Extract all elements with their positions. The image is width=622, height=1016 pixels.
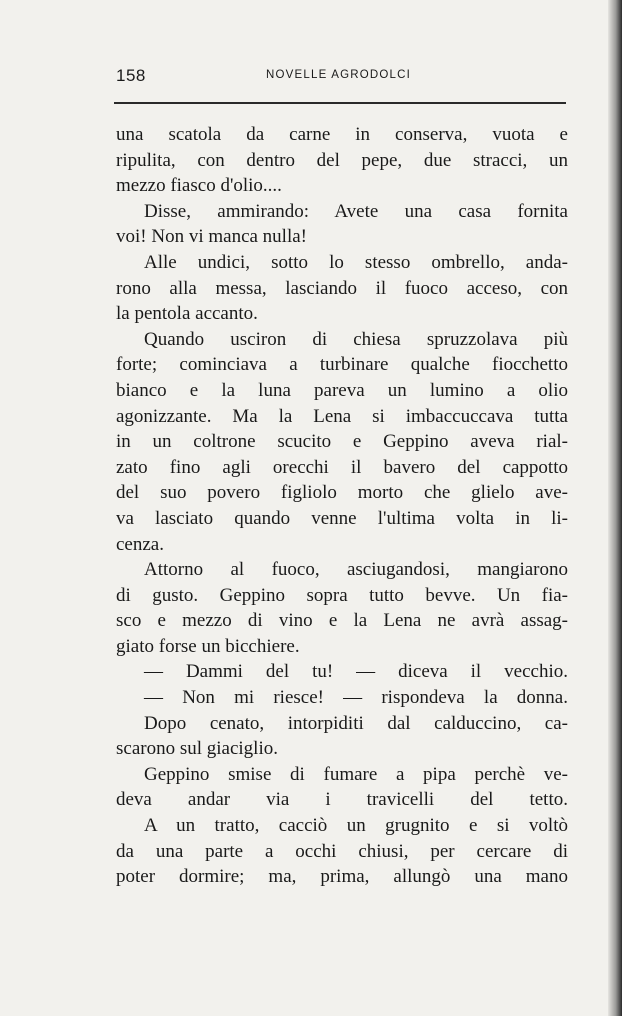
text-line: una scatola da carne in conserva, vuota e [116,124,568,145]
page-number: 158 [116,66,146,85]
text-line: giato forse un bicchiere. [116,635,300,657]
text-line: rono alla messa, lasciando il fuoco acceso, con [116,277,568,299]
text-line: voi! Non vi manca nulla! [116,226,308,248]
text-line: in un coltrone scucito e Geppino aveva rial- [116,431,568,453]
text-line: Quando usciron di chiesa spruzzolava più [144,328,568,350]
text-line: va lasciato quando venne l'ultima volta in li- [116,507,568,529]
text-line: Geppino smise di fumare a pipa perchè ve- [144,763,568,785]
text-line: Dopo cenato, intorpiditi dal calduccino, ca- [144,712,568,734]
page-edge-shadow [608,0,622,1016]
text-line: zato fino agli orecchi il bavero del cappotto [116,456,568,478]
text-line: cenza. [116,533,164,555]
body-text [116,122,568,890]
text-line: A un tratto, cacciò un grugnito e si voltò [144,815,568,837]
text-line: sco e mezzo di vino e la Lena ne avrà assag- [116,610,568,632]
text-line: ripulita, con dentro del pepe, due stracci, un [116,149,568,171]
page-header [110,66,572,96]
text-line: mezzo fiasco d'olio.... [116,175,282,197]
text-line: deva andar via i travicelli del tetto. [116,789,568,811]
text-line: Attorno al fuoco, asciugandosi, mangiarono [144,559,568,581]
text-line: Disse, ammirando: Avete una casa fornita [144,200,568,222]
text-line: Alle undici, sotto lo stesso ombrello, anda- [144,251,568,273]
text-line: poter dormire; ma, prima, allungò una mano [116,866,568,888]
header-rule [114,102,566,104]
text-line: di gusto. Geppino sopra tutto bevve. Un fia- [116,584,568,606]
text-line: scarono sul giaciglio. [116,738,278,760]
text-line: da una parte a occhi chiusi, per cercare di [116,840,568,862]
running-title: NOVELLE AGRODOLCI [266,69,412,81]
text-line: la pentola accanto. [116,303,258,325]
text-line: agonizzante. Ma la Lena si imbaccuccava tutta [116,405,568,427]
text-line: del suo povero figliolo morto che glielo ave- [116,482,568,504]
text-line: forte; cominciava a turbinare qualche fiocchetto [116,354,568,376]
text-line: — Dammi del tu! — diceva il vecchio. [144,661,568,683]
text-line: bianco e la luna pareva un lumino a olio [116,379,568,401]
text-line: — Non mi riesce! — rispondeva la donna. [144,687,568,709]
